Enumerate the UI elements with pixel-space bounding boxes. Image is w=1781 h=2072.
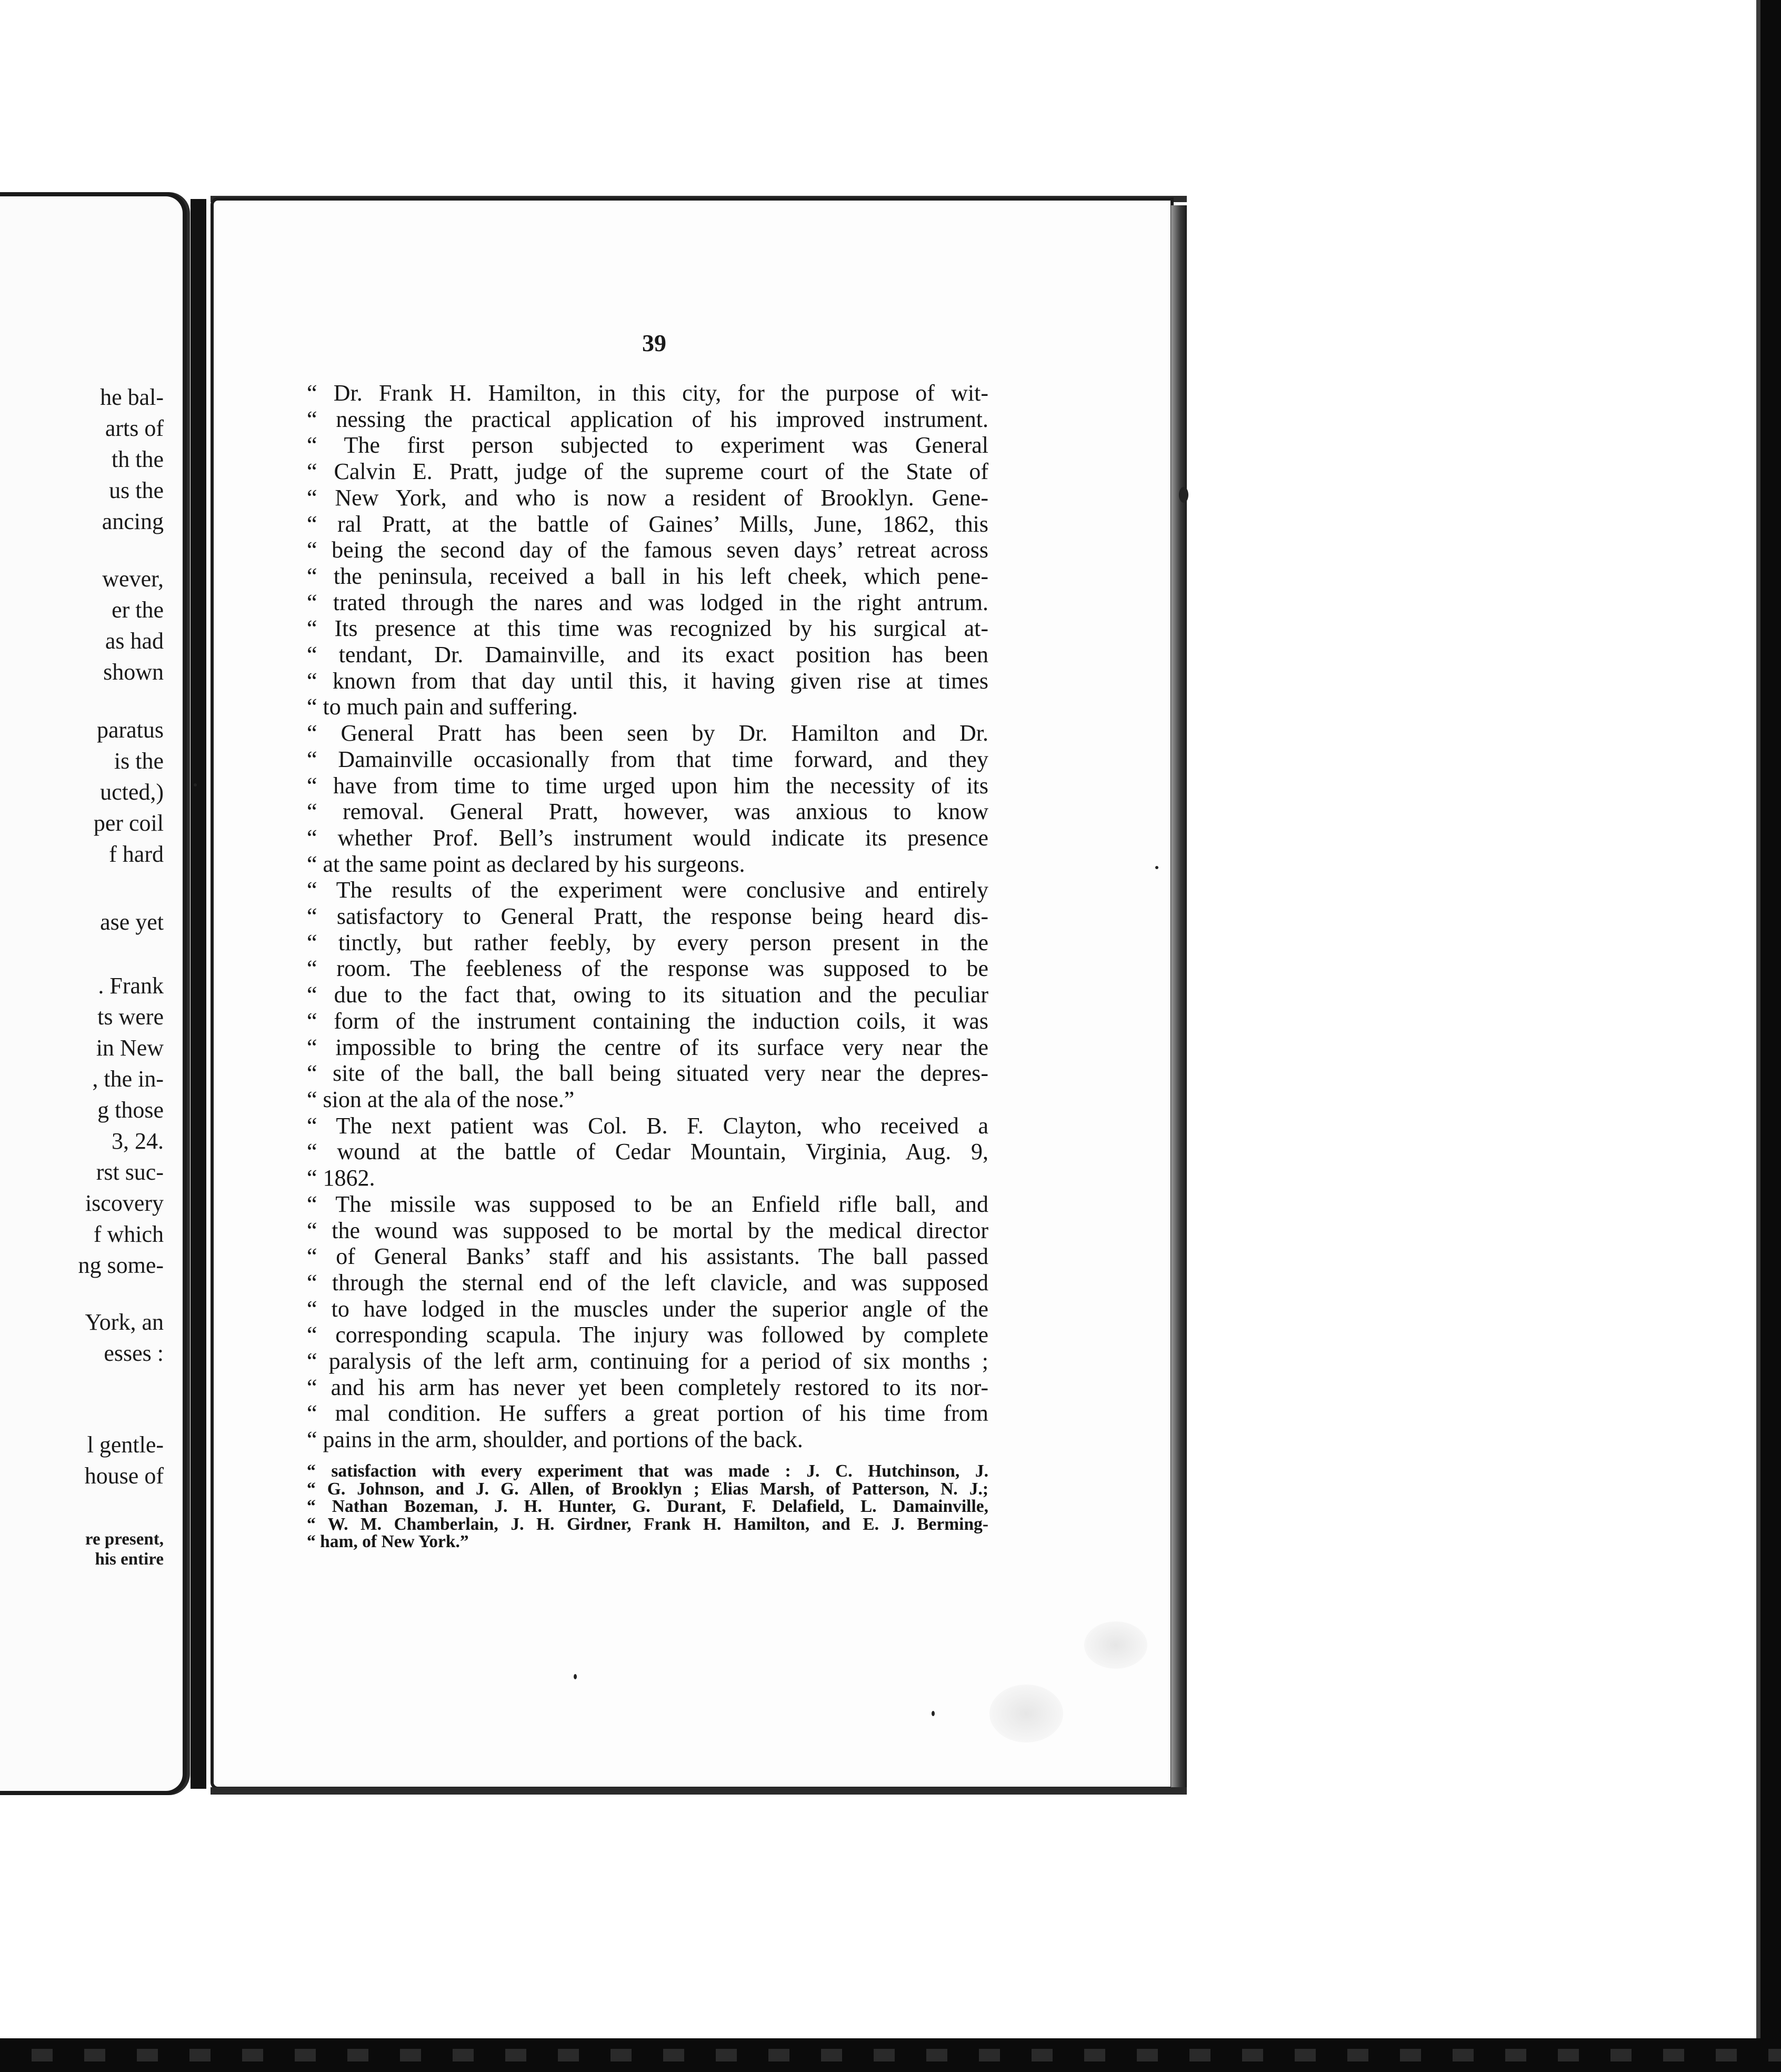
body-line: “ The first person subjected to experiment was General — [307, 432, 988, 459]
body-line: “ 1862. — [307, 1165, 375, 1191]
footnote-line: “ Nathan Bozeman, J. H. Hunter, G. Durant, F. Delafield, L. Damainville, — [307, 1497, 988, 1516]
left-page-line: f which — [93, 1221, 164, 1247]
left-page-line: f hard — [109, 841, 164, 867]
body-line: “ whether Prof. Bell’s instrument would indicate its presence — [307, 824, 988, 851]
body-line: “ known from that day until this, it having given rise at times — [307, 668, 988, 694]
left-page-line: arts of — [105, 415, 164, 441]
body-line: “ site of the ball, the ball being situated very near the depres- — [307, 1060, 988, 1087]
body-line: “ through the sternal end of the left clavicle, and was supposed — [307, 1269, 988, 1296]
left-page-line: ts were — [97, 1004, 164, 1030]
left-page-line: wever, — [102, 566, 164, 592]
body-line: “ mal condition. He suffers a great portion of his time from — [307, 1400, 988, 1427]
previous-page-fragment — [0, 192, 187, 1795]
body-line: “ paralysis of the left arm, continuing for a period of six months ; — [307, 1348, 988, 1374]
body-line: “ room. The feebleness of the response was supposed to be — [307, 955, 988, 982]
left-page-line: esses : — [104, 1340, 164, 1366]
body-line: “ corresponding scapula. The injury was followed by complete — [307, 1322, 988, 1348]
left-page-line: ancing — [102, 509, 164, 534]
left-page-line: . Frank — [98, 973, 164, 999]
page-edge-shadow — [1171, 205, 1187, 1790]
left-page-line: l gentle- — [87, 1432, 164, 1458]
body-line: “ impossible to bring the centre of its surface very near the — [307, 1034, 988, 1060]
left-page-line: er the — [112, 597, 164, 623]
body-line: “ The missile was supposed to be an Enfield rifle ball, and — [307, 1191, 988, 1217]
body-line: “ sion at the ala of the nose.” — [307, 1086, 575, 1112]
left-page-line: g those — [97, 1097, 164, 1123]
scan-speck — [194, 783, 197, 786]
scan-speck — [932, 1711, 935, 1716]
page-bottom-edge — [211, 1787, 1187, 1795]
film-perforation-strip — [0, 2049, 1781, 2061]
body-line: “ form of the instrument containing the induction coils, it was — [307, 1008, 988, 1034]
left-page-footnote-line: his entire — [95, 1550, 164, 1569]
scan-speck — [1155, 866, 1158, 869]
scan-speck — [1179, 487, 1188, 503]
body-line: “ the wound was supposed to be mortal by the medical director — [307, 1217, 988, 1243]
body-line: “ pains in the arm, shoulder, and portions of the back. — [307, 1427, 803, 1453]
body-line: “ ral Pratt, at the battle of Gaines’ Mills, June, 1862, this — [307, 511, 988, 537]
left-page-line: he bal- — [100, 384, 164, 410]
left-page-line: is the — [114, 748, 164, 774]
left-page-line: ng some- — [78, 1252, 164, 1278]
left-page-line: house of — [84, 1463, 164, 1489]
scan-speck — [574, 1674, 577, 1679]
body-line: “ of General Banks’ staff and his assistants. The ball passed — [307, 1243, 988, 1270]
body-line: “ tinctly, but rather feebly, by every person present in the — [307, 929, 988, 955]
body-line: “ to have lodged in the muscles under the superior angle of the — [307, 1296, 988, 1322]
left-page-line: ase yet — [100, 909, 164, 935]
body-line: “ satisfactory to General Pratt, the response being heard dis- — [307, 903, 988, 930]
left-page-line: per coil — [93, 810, 164, 836]
book-spine-gutter — [191, 199, 206, 1789]
body-line: “ Calvin E. Pratt, judge of the supreme court of the State of — [307, 459, 988, 485]
left-page-line: us the — [109, 477, 164, 503]
body-line: “ being the second day of the famous seven days’ retreat across — [307, 537, 988, 563]
body-line: “ have from time to time urged upon him the necessity of its — [307, 772, 988, 799]
left-page-line: iscovery — [85, 1190, 164, 1216]
body-line: “ trated through the nares and was lodged in the right antrum. — [307, 589, 988, 615]
scan-edge-right — [1760, 0, 1781, 2072]
body-line: “ and his arm has never yet been completely restored to its nor- — [307, 1374, 988, 1400]
footnote-line: “ ham, of New York.” — [307, 1532, 469, 1551]
footnote-line: “ satisfaction with every experiment that was made : J. C. Hutchinson, J. — [307, 1461, 988, 1481]
body-line: “ at the same point as declared by his surgeons. — [307, 851, 745, 877]
left-page-line: ucted,) — [100, 779, 164, 805]
left-page-line: as had — [105, 628, 164, 654]
body-line: “ tendant, Dr. Damainville, and its exact position has been — [307, 642, 988, 668]
body-line: “ wound at the battle of Cedar Mountain, Virginia, Aug. 9, — [307, 1139, 988, 1165]
footnote-line: “ W. M. Chamberlain, J. H. Girdner, Frank H. Hamilton, and E. J. Berming- — [307, 1514, 988, 1534]
page-number: 39 — [642, 330, 666, 356]
body-line: “ removal. General Pratt, however, was anxious to know — [307, 799, 988, 825]
left-page-line: shown — [103, 659, 164, 685]
body-line: “ The next patient was Col. B. F. Clayton, who received a — [307, 1112, 988, 1139]
scan-smudge — [989, 1685, 1063, 1742]
left-page-line: rst suc- — [96, 1159, 164, 1185]
body-line: “ Its presence at this time was recognized by his surgical at- — [307, 615, 988, 642]
footnote — [307, 1462, 988, 1551]
body-line: “ to much pain and suffering. — [307, 694, 578, 720]
left-page-footnote-line: re present, — [85, 1530, 164, 1549]
body-line: “ the peninsula, received a ball in his left cheek, which pene- — [307, 563, 988, 589]
scan-smudge — [1084, 1621, 1147, 1669]
left-page-line: 3, 24. — [112, 1128, 164, 1154]
left-page-line: York, an — [85, 1309, 164, 1335]
footnote-line: “ G. Johnson, and J. G. Allen, of Brooklyn ; Elias Marsh, of Patterson, N. J.; — [307, 1479, 988, 1499]
body-text — [307, 380, 988, 1453]
body-line: “ Damainville occasionally from that time forward, and they — [307, 746, 988, 772]
left-page-line: th the — [112, 446, 164, 472]
left-page-line: in New — [96, 1035, 164, 1061]
left-page-line: , the in- — [92, 1066, 164, 1092]
body-line: “ New York, and who is now a resident of Brooklyn. Gene- — [307, 484, 988, 511]
body-line: “ Dr. Frank H. Hamilton, in this city, for the purpose of wit- — [307, 380, 988, 406]
body-line: “ The results of the experiment were conclusive and entirely — [307, 877, 988, 903]
body-line: “ due to the fact that, owing to its situation and the peculiar — [307, 982, 988, 1008]
body-line: “ nessing the practical application of his improved instrument. — [307, 406, 988, 432]
left-page-line: paratus — [96, 717, 164, 743]
body-line: “ General Pratt has been seen by Dr. Hamilton and Dr. — [307, 720, 988, 746]
